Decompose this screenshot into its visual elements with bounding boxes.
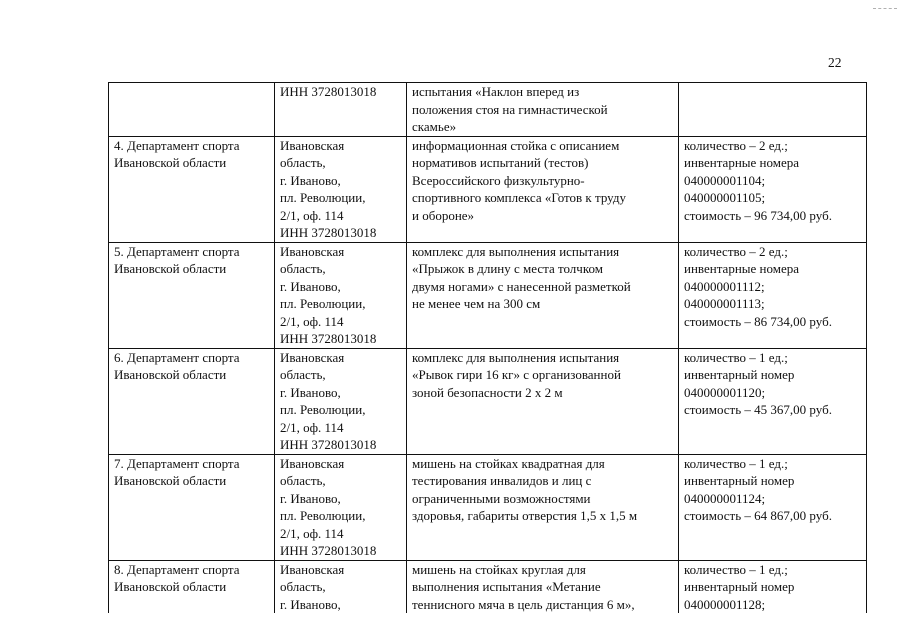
property-table (108, 82, 867, 613)
description-cell: комплекс для выполнения испытания «Рывок гири 16 кг» с организованной зоной безопасности 2 х 2 м (407, 348, 679, 454)
table-row (109, 242, 867, 348)
scan-corner-mark (873, 8, 897, 9)
table-row (109, 83, 867, 137)
details-cell: количество – 2 ед.; инвентарные номера 040000001112; 040000001113; стоимость – 86 734,00 руб. (679, 242, 867, 348)
address-cell: ИНН 3728013018 (275, 83, 407, 137)
table-row (109, 454, 867, 560)
details-cell: количество – 1 ед.; инвентарный номер 040000001120; стоимость – 45 367,00 руб. (679, 348, 867, 454)
table-row (109, 348, 867, 454)
org-cell (109, 83, 275, 137)
address-cell: Ивановская область, г. Иваново, (275, 560, 407, 613)
org-cell: 7. Департамент спорта Ивановской области (109, 454, 275, 560)
org-cell: 6. Департамент спорта Ивановской области (109, 348, 275, 454)
table-row (109, 560, 867, 613)
description-cell: комплекс для выполнения испытания «Прыжок в длину с места толчком двумя ногами» с нанесенной разметкой не менее чем на 300 см (407, 242, 679, 348)
org-cell: 8. Департамент спорта Ивановской области (109, 560, 275, 613)
address-cell: Ивановская область, г. Иваново, пл. Революции, 2/1, оф. 114 ИНН 3728013018 (275, 454, 407, 560)
address-cell: Ивановская область, г. Иваново, пл. Революции, 2/1, оф. 114 ИНН 3728013018 (275, 136, 407, 242)
details-cell: количество – 1 ед.; инвентарный номер 040000001128; (679, 560, 867, 613)
details-cell (679, 83, 867, 137)
address-cell: Ивановская область, г. Иваново, пл. Революции, 2/1, оф. 114 ИНН 3728013018 (275, 348, 407, 454)
org-cell: 4. Департамент спорта Ивановской области (109, 136, 275, 242)
description-cell: мишень на стойках квадратная для тестирования инвалидов и лиц с ограниченными возможностями здоровья, габариты отверстия 1,5 х 1,5 м (407, 454, 679, 560)
description-cell: информационная стойка с описанием нормативов испытаний (тестов) Всероссийского физкультурно- спортивного комплекса «Готов к труду и обороне» (407, 136, 679, 242)
description-cell: мишень на стойках круглая для выполнения испытания «Метание теннисного мяча в цель дистанция 6 м», (407, 560, 679, 613)
details-cell: количество – 2 ед.; инвентарные номера 040000001104; 040000001105; стоимость – 96 734,00 руб. (679, 136, 867, 242)
address-cell: Ивановская область, г. Иваново, пл. Революции, 2/1, оф. 114 ИНН 3728013018 (275, 242, 407, 348)
details-cell: количество – 1 ед.; инвентарный номер 040000001124; стоимость – 64 867,00 руб. (679, 454, 867, 560)
table-row (109, 136, 867, 242)
page-number: 22 (828, 55, 842, 70)
description-cell: испытания «Наклон вперед из положения стоя на гимнастической скамье» (407, 83, 679, 137)
org-cell: 5. Департамент спорта Ивановской области (109, 242, 275, 348)
